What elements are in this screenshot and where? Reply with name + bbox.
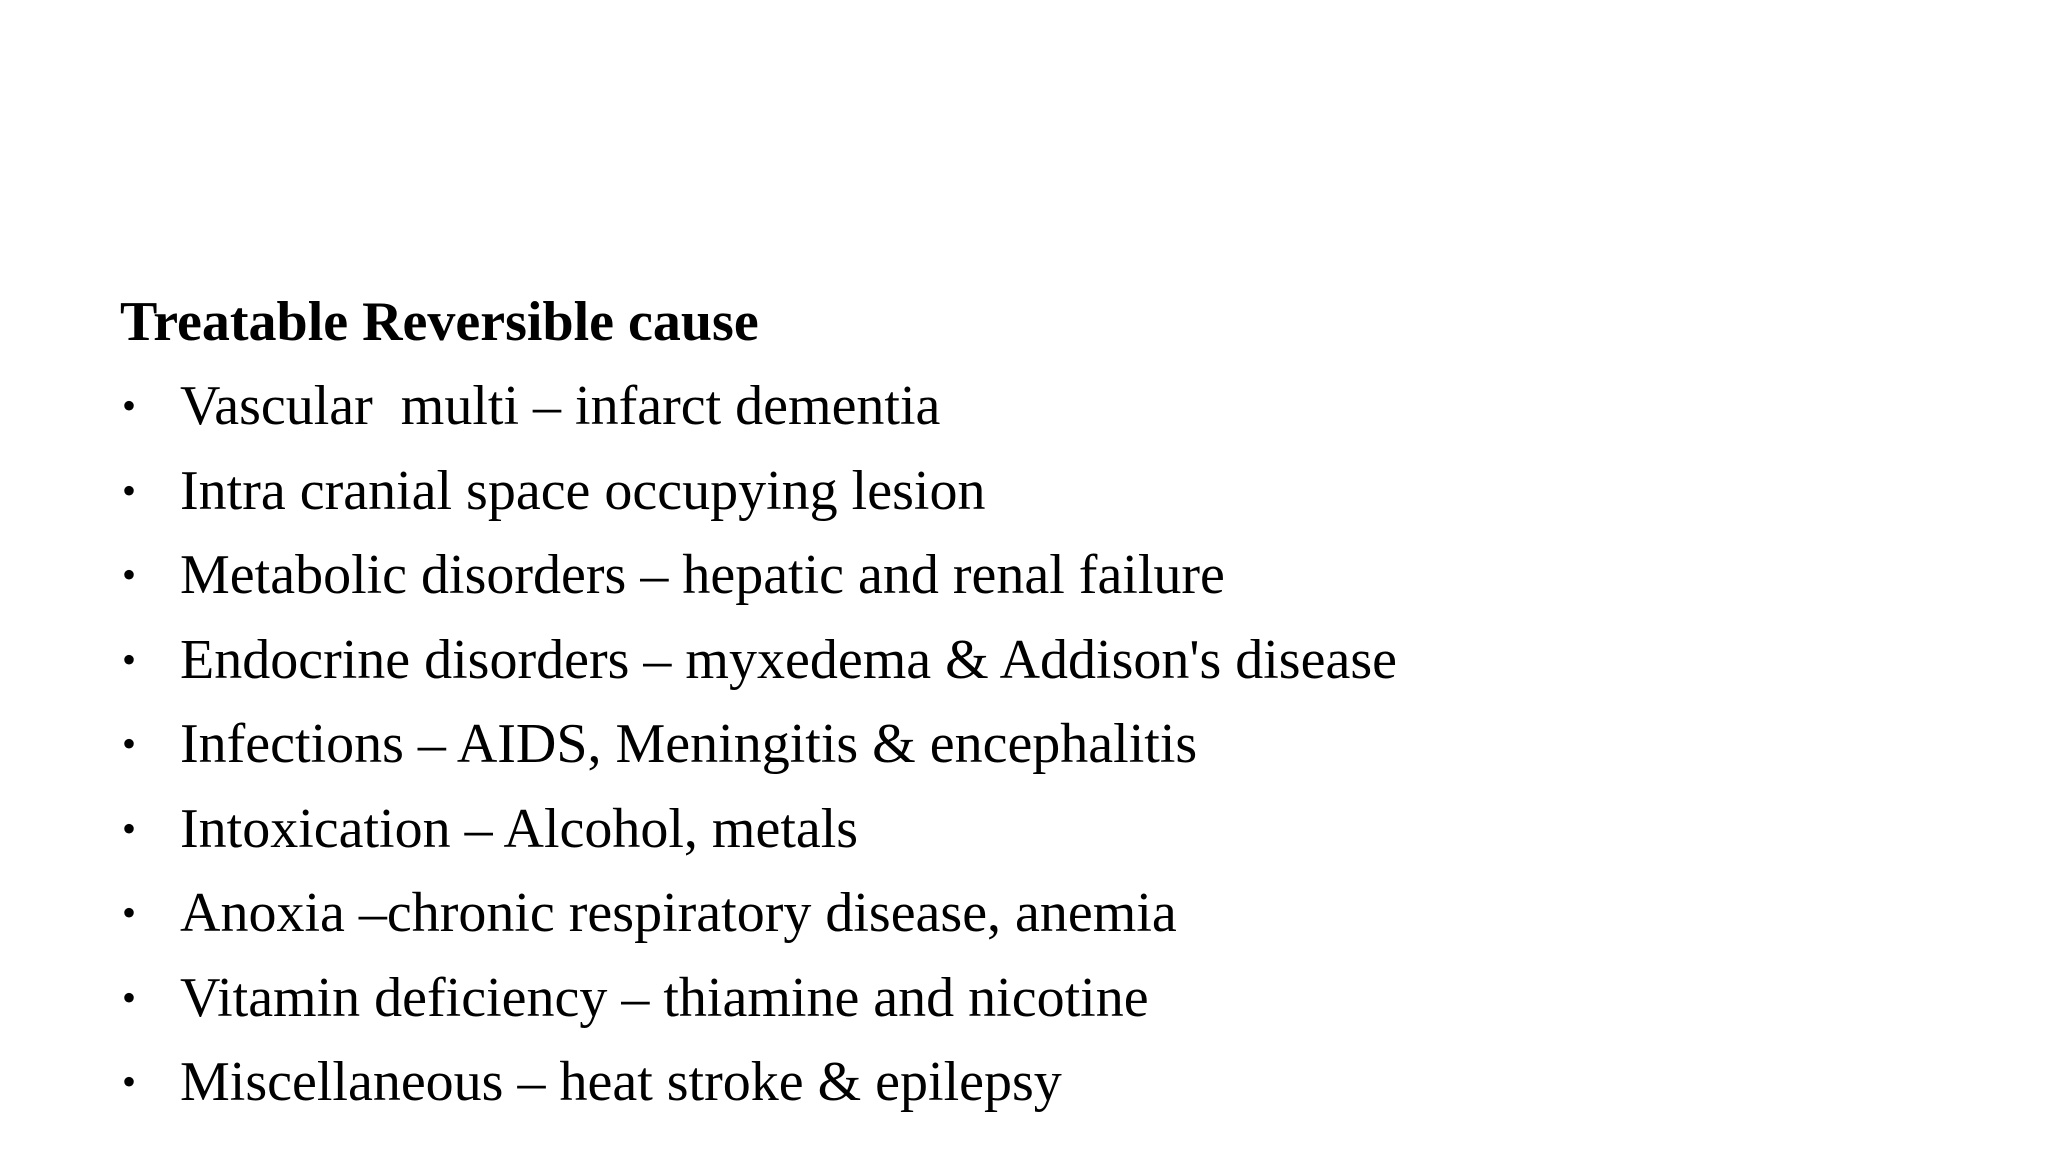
bullet-icon: • (122, 1059, 137, 1104)
list-item (120, 454, 1980, 539)
bullet-list (120, 369, 1980, 1130)
list-item (120, 1045, 1980, 1130)
bullet-icon: • (122, 552, 137, 597)
list-item (120, 538, 1980, 623)
bullet-icon: • (122, 636, 137, 682)
list-item-text: Anoxia –chronic respiratory disease, anemia (180, 882, 1177, 944)
list-item (120, 623, 1980, 708)
slide-heading: Treatable Reversible cause (120, 291, 759, 353)
list-item (120, 876, 1980, 961)
list-item-text: Vascular multi – infarct dementia (180, 375, 941, 437)
bullet-icon: • (122, 383, 137, 428)
list-item-text: Intoxication – Alcohol, metals (180, 797, 859, 860)
list-item-text: Miscellaneous – heat stroke & epilepsy (180, 1051, 1062, 1113)
list-item (120, 369, 1980, 454)
list-item-text: Metabolic disorders – hepatic and renal failure (180, 544, 1225, 606)
list-item-text: Vitamin deficiency – thiamine and nicotine (180, 966, 1149, 1029)
list-item (120, 707, 1980, 792)
bullet-icon: • (122, 467, 137, 513)
bullet-icon: • (122, 890, 137, 935)
list-item (120, 961, 1980, 1046)
bullet-icon: • (122, 805, 137, 851)
bullet-icon: • (122, 721, 137, 766)
list-item-text: Infections – AIDS, Meningitis & encephalitis (180, 713, 1198, 775)
list-item-text: Endocrine disorders – myxedema & Addison's disease (180, 628, 1397, 691)
slide-content (120, 285, 1980, 1130)
list-item (120, 792, 1980, 877)
list-item-text: Intra cranial space occupying lesion (180, 459, 986, 522)
bullet-icon: • (122, 974, 137, 1020)
